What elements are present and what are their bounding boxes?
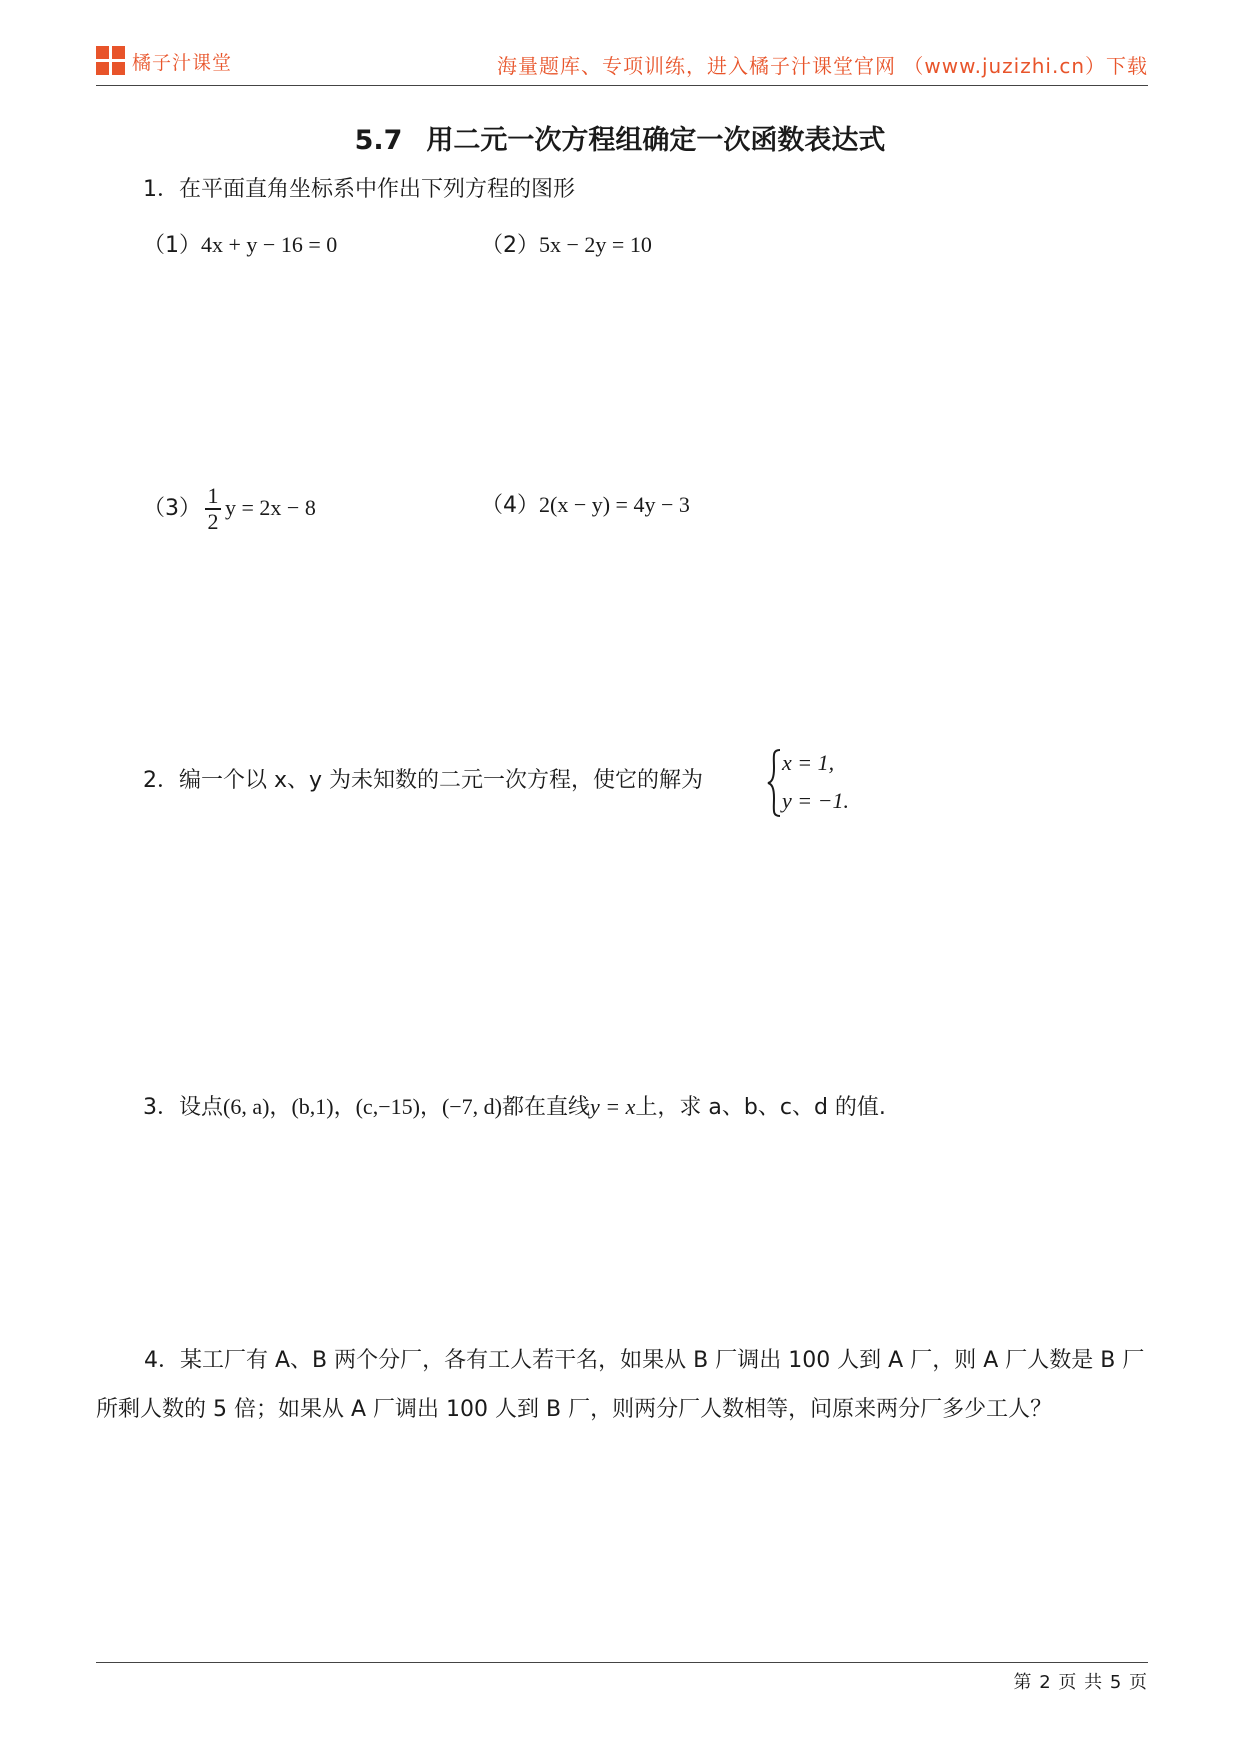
section-number: 5.7 — [354, 125, 403, 156]
question-1-item-2: （2）5x − 2y = 10 — [481, 232, 652, 258]
point: (b,1) — [291, 1094, 334, 1119]
question-1-prompt: 1．在平面直角坐标系中作出下列方程的图形 — [143, 177, 575, 202]
question-4: 4．某工厂有 A、B 两个分厂，各有工人若干名，如果从 B 厂调出 100 人到 A 厂，则 A 厂人数是 B 厂所剩人数的 5 倍；如果从 A 厂调出 100 人到 B 厂，则两分厂人数相等，问原来两分厂多少工人？ — [96, 1348, 1145, 1422]
equation: 4x + y − 16 = 0 — [201, 232, 338, 257]
equation: y = 2x − 8 — [225, 495, 316, 520]
page-title — [0, 118, 1240, 157]
question-2-prompt: 2．编一个以 x、y 为未知数的二元一次方程，使它的解为 — [143, 768, 704, 793]
question-1-item-1: （1）4x + y − 16 = 0 — [143, 232, 338, 258]
page-number: 第 2 页 共 5 页 — [1013, 1672, 1148, 1693]
header-slogan: 海量题库、专项训练，进入橘子汁课堂官网 （www.juzizhi.cn）下载 — [497, 54, 1148, 78]
point: (c,−15) — [355, 1094, 420, 1119]
equation: 2(x − y) = 4y − 3 — [539, 492, 690, 517]
question-1-item-4: （4）2(x − y) = 4y − 3 — [481, 492, 690, 518]
section-title: 用二元一次方程组确定一次函数表达式 — [426, 125, 886, 156]
header-divider — [96, 85, 1148, 86]
point: (−7, d) — [441, 1094, 503, 1119]
fraction: $\frac{1}{2}$ — [205, 484, 221, 534]
system-line-1: x = 1, — [782, 750, 835, 775]
system-line-2: y = −1. — [782, 788, 849, 813]
line-equation: y = x — [590, 1094, 636, 1119]
question-1-item-3: （3） $\frac{1}{2}$ y = 2x − 8 — [143, 483, 316, 534]
brand-logo — [96, 46, 232, 76]
logo-text: 橘子汁课堂 — [132, 51, 233, 74]
equation: 5x − 2y = 10 — [539, 232, 652, 257]
page-header — [96, 42, 1148, 82]
logo-icon — [96, 46, 126, 76]
question-3: 3．设点(6, a)，(b,1)，(c,−15)，(−7, d)都在直线y = x上，求 a、b、c、d 的值. — [143, 1094, 886, 1120]
left-brace-icon — [766, 748, 782, 818]
point: (6, a) — [223, 1094, 270, 1119]
footer-divider — [96, 1662, 1148, 1663]
